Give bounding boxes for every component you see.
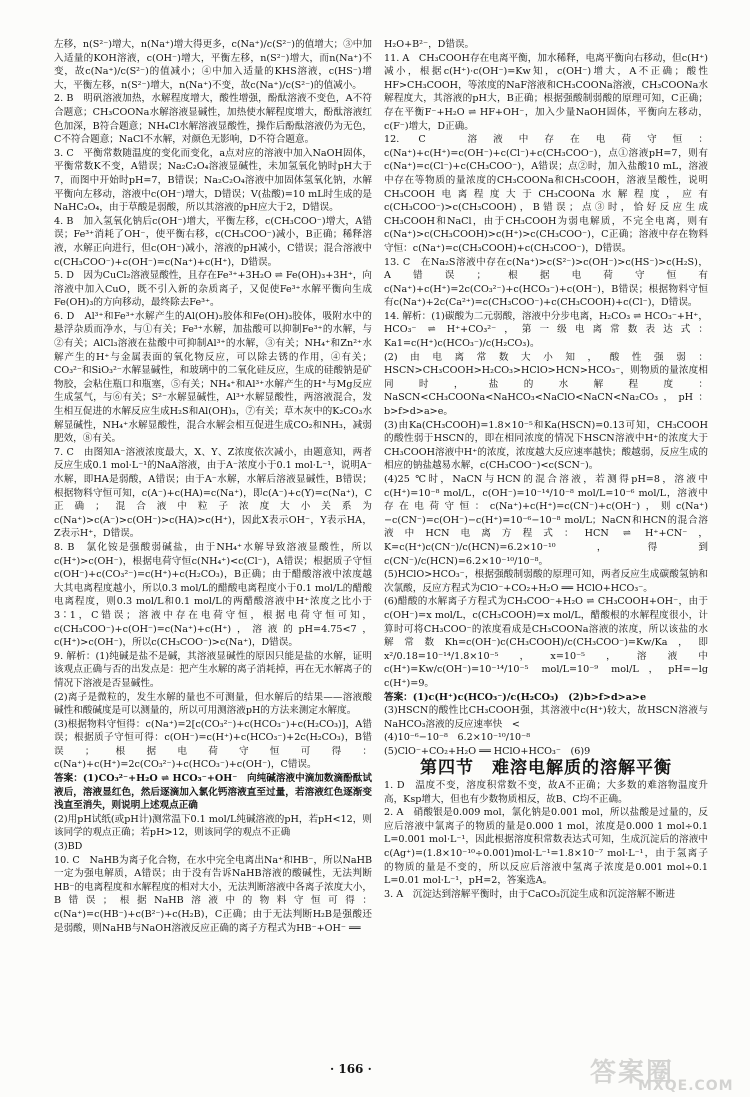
paragraph: (3)HSCN的酸性比CH₃COOH强，其溶液中c(H⁺)较大，故HSCN溶液与NaHCO₃溶液的反应速率快 < bbox=[384, 705, 708, 730]
paragraph: (4)10⁻⁶−10⁻⁸ 6.2×10⁻¹⁰/10⁻⁸ bbox=[384, 732, 531, 744]
paragraph: H₂O+B²⁻，D错误。 bbox=[384, 39, 475, 50]
paragraph: 5. D 因为CuCl₂溶液显酸性，且存在Fe³⁺+3H₂O ⇌ Fe(OH)₃+3H⁺，向溶液中加入CuO，既不引入新的杂质离子，又促使Fe³⁺水解平衡向生成Fe(OH)₃的方向移动，最终除去Fe³⁺。 bbox=[54, 270, 373, 309]
watermark-url: MXQE.COM bbox=[638, 1078, 734, 1094]
paragraph: 8. B 氯化铵是强酸弱碱盐，由于NH₄⁺水解导致溶液显酸性，所以c(H⁺)>c(OH⁻)，根据电荷守恒c(NH₄⁺)<c(Cl⁻)，A错误；根据质子守恒c(OH⁻)+c(CO₃²⁻)=c(H⁺)+c(H₂CO₃)，B正确；由于醋酸溶液中浓度越大其电离程度越小，所以0.3 mol/L的醋酸电离程度小于0.1 mol/L的醋酸电离程度，则0.3 mol/L和0.1 mol/L的两醋酸溶液中H⁺浓度之比小于3∶1，C错误；溶液中存在电荷守恒，根据电荷守恒可知，c(CH₃COO⁻)+c(OH⁻)=c(Na⁺)+c(H⁺)，溶液的pH=4.75<7，c(H⁺)>c(OH⁻)，所以c(CH₃COO⁻)>c(Na⁺)，D错误。 bbox=[54, 541, 372, 649]
right-column bbox=[384, 38, 708, 901]
paragraph: (3)由Ka(CH₃COOH)=1.8×10⁻⁵和Ka(HSCN)=0.13可知，CH₃COOH的酸性弱于HSCN的，即在相同浓度的情况下HSCN溶液中H⁺的浓度大于CH₃COOH溶液中H⁺的浓度，浓度越大反应速率越快；酸越弱，反应生成的相应的钠盐越易水解，c(CH₃COO⁻)<c(SCN⁻)。 bbox=[384, 419, 708, 472]
paragraph: 10. C NaHB为离子化合物，在水中完全电离出Na⁺和HB⁻，所以NaHB一定为强电解质，A错误；由于没有告诉NaHB溶液的酸碱性，无法判断HB⁻的电离程度和水解程度的相对大小，无法判断溶液中各离子浓度大小，B错误；根据NaHB溶液中的物料守恒可得：c(Na⁺)=c(HB⁻)+c(B²⁻)+c(H₂B)，C正确；由于无法判断H₂B是强酸还是弱酸，则NaHB与NaOH溶液反应正确的离子方程式为HB⁻+OH⁻ ══ bbox=[54, 854, 372, 934]
paragraph: (2)离子是微粒的，发生水解的量也不可测量，但水解后的结果——溶液酸碱性和酸碱度是可以测量的，所以可用测溶液pH的方法来测定水解度。 bbox=[54, 691, 372, 717]
paragraph: 3. C 平衡常数随温度的变化而变化，a点对应的溶液中加入NaOH固体，平衡常数K不变，A错误；Na₂C₂O₄溶液显碱性，未加氢氧化钠时pH大于7，而图中开始时pH=7，B错误；Na₂C₂O₄溶液中加固体氢氧化钠，水解平衡向左移动，溶液中c(OH⁻)增大，D错误；V(盐酸)=10 mL时生成的是NaHC₂O₄，由于草酸是弱酸，所以其溶液的pH应大于2，D错误。 bbox=[54, 147, 372, 214]
watermark-text: 答案圈 bbox=[590, 1058, 675, 1088]
paragraph: (3)根据物料守恒得：c(Na⁺)=2[c(CO₃²⁻)+c(HCO₃⁻)+c(H₂CO₃)]，A错误；根据质子守恒可得：c(OH⁻)=c(H⁺)+c(HCO₃⁻)+2c(H₂CO₃)，B错误；根据电荷守恒可得：c(Na⁺)+c(H⁺)=2c(CO₃²⁻)+c(HCO₃⁻)+c(OH⁻)，C错误。 bbox=[54, 718, 372, 771]
paragraph: 7. C 由图知A⁻溶液浓度最大，X、Y、Z浓度依次减小，由题意知，两者反应生成0.1 mol·L⁻¹的NaA溶液，由于A⁻浓度小于0.1 mol·L⁻¹，说明A⁻水解，即HA是弱酸，A错误；由于A⁻水解，水解后溶液显碱性，B错误；根据物料守恒可知，c(A⁻)+c(HA)=c(Na⁺)，即c(A⁻)+c(Y)=c(Na⁺)，C正确；混合液中粒子浓度大小关系为c(Na⁺)>c(A⁻)>c(OH⁻)>c(HA)>c(H⁺)，因此X表示OH⁻，Y表示HA，Z表示H⁺，D错误。 bbox=[54, 446, 372, 540]
paragraph: (4)25 ℃时，NaCN与HCN的混合溶液，若测得pH=8，溶液中c(H⁺)=10⁻⁸ mol/L，c(OH⁻)=10⁻¹⁴/10⁻⁸ mol/L=10⁻⁶ mol/L，溶液中存在电荷守恒：c(Na⁺)+c(H⁺)=c(CN⁻)+c(OH⁻)，则c(Na⁺)−c(CN⁻)=c(OH⁻)−c(H⁺)=10⁻⁶−10⁻⁸ mol/L；NaCN和HCN的混合溶液中HCN电离方程式：HCN ⇌ H⁺+CN⁻，K=c(H⁺)c(CN⁻)/c(HCN)=6.2×10⁻¹⁰，得到c(CN⁻)/c(HCN)=6.2×10⁻¹⁰/10⁻⁸。 bbox=[384, 474, 708, 567]
answer-paragraph: 答案：(1)CO₃²⁻+H₂O ⇌ HCO₃⁻+OH⁻ 向纯碱溶液中滴加数滴酚酞试液后，溶液显红色，然后逐滴加入氯化钙溶液直至过量，若溶液红色逐渐变浅直至消失，则说明上述观点正确 bbox=[54, 773, 372, 812]
watermark-logo bbox=[590, 1052, 740, 1092]
section-title: 第四节 难溶电解质的溶解平衡 bbox=[420, 758, 672, 779]
paragraph: 11. A CH₃COOH存在电离平衡，加水稀释，电离平衡向右移动，但c(H⁺)减小，根据c(H⁺)·c(OH⁻)=Kw知，c(OH⁻)增大，A不正确；酸性HF>CH₃COOH，等浓度的NaF溶液和CH₃COONa溶液，CH₃COONa水解程度大，其溶液的pH大，B正确；根据强酸制弱酸的原理可知，C正确；存在平衡F⁻+H₂O ⇌ HF+OH⁻，加入少量NaOH固体，平衡向左移动，c(F⁻)增大，D正确。 bbox=[384, 52, 708, 132]
paragraph: 3. A 沉淀达到溶解平衡时，由于CaCO₃沉淀生成和沉淀溶解不断进 bbox=[384, 888, 676, 900]
paragraph: 4. B 加入氢氧化钠后c(OH⁻)增大，平衡左移，c(CH₃COO⁻)增大，A错误；Fe³⁺消耗了OH⁻，使平衡右移，c(CH₃COO⁻)减小，B正确；稀释溶液，水解正向进行，但c(OH⁻)减小，溶液的pH减小，C错误；混合溶液中c(CH₃COO⁻)+c(OH⁻)=c(Na⁺)+c(H⁺)，D错误。 bbox=[54, 215, 372, 268]
paragraph: (3)BD bbox=[54, 841, 83, 853]
left-column bbox=[54, 38, 372, 935]
paragraph: 2. B 明矾溶液加热，水解程度增大，酸性增强，酚酞溶液不变色，A不符合题意；CH₃COONa水解溶液显碱性，加热使水解程度增大，酚酞溶液红色加深，B符合题意；NH₄Cl水解溶液显酸性，操作后酚酞溶液仍为无色，C不符合题意；NaCl不水解，对颜色无影响，D不符合题意。 bbox=[54, 93, 372, 146]
paragraph: 12. C 溶液中存在电荷守恒：c(Na⁺)+c(H⁺)=c(OH⁻)+c(Cl⁻)+c(CH₃COO⁻)，点①溶液pH=7，则有c(Na⁺)=c(Cl⁻)+c(CH₃COO⁻)，A错误；点②时，加入盐酸10 mL，溶液中存在等物质的量浓度的CH₃COONa和CH₃COOH，溶液呈酸性，说明CH₃COOH电离程度大于CH₃COONa水解程度，应有c(CH₃COO⁻)>c(CH₃COOH)，B错误；点③时，恰好反应生成CH₃COOH和NaCl，由于CH₃COOH为弱电解质，不完全电离，则有c(Na⁺)>c(CH₃COOH)>c(H⁺)>c(CH₃COO⁻)，C正确；溶液中存在物料守恒：c(Na⁺)=c(CH₃COOH)+c(CH₃COO⁻)，D错误。 bbox=[384, 134, 708, 254]
paragraph: 9. 解析：(1)纯碱是盐不是碱，其溶液显碱性的原因只能是盐的水解，证明该观点正确与否的出发点是：把产生水解的离子消耗掉，再在无水解离子的情况下溶液是否显碱性。 bbox=[54, 650, 372, 689]
paragraph: 6. D Al³⁺和Fe³⁺水解产生的Al(OH)₃胶体和Fe(OH)₃胶体，吸附水中的悬浮杂质而净水，与①有关；Fe³⁺水解，加盐酸可以抑制Fe³⁺的水解，与②有关；AlCl₃溶液在盐酸中可抑制Al³⁺的水解，③有关；NH₄⁺和Zn²⁺水解产生的H⁺与金属表面的氧化物反应，可以除去锈的作用，④有关；CO₃²⁻和SiO₃²⁻水解显碱性，和玻璃中的二氧化硅反应，生成的硅酸钠是矿物胶，会粘住瓶口和瓶塞，⑤有关；NH₄⁺和Al³⁺水解产生的H⁺与Mg反应生成氢气，与⑥有关；S²⁻水解显碱性，Al³⁺水解显酸性，两溶液混合，发生相互促进的水解反应生成H₂S和Al(OH)₃，⑦有关；草木灰中的K₂CO₃水解显碱性，NH₄⁺水解显酸性，混合水解会相互促进生成CO₂和NH₃，减弱肥效，⑧有关。 bbox=[54, 310, 372, 445]
paragraph: (2)用pH试纸(或pH计)测常温下0.1 mol/L纯碱溶液的pH，若pH<12，则该同学的观点正确；若pH>12，则该同学的观点不正确 bbox=[54, 813, 372, 839]
page-number: · 166 · bbox=[330, 1062, 372, 1076]
paragraph: 1. D 温度不变，溶度积常数不变，故A不正确；大多数的难溶物温度升高，Ksp增大，但也有少数物质相反，故B、C均不正确。 bbox=[384, 780, 708, 805]
paragraph: 左移，n(S²⁻)增大，n(Na⁺)增大得更多，c(Na⁺)/c(S²⁻)的值增大；③中加入适量的KOH溶液，c(OH⁻)增大，平衡左移，n(S²⁻)增大，而n(Na⁺)不变，故c(Na⁺)/c(S²⁻)的值减小；④中加入适量的KHS溶液，c(HS⁻)增大，平衡左移，n(S²⁻)增大，n(Na⁺)不变，故c(Na⁺)/c(S²⁻)的值减小。 bbox=[54, 39, 372, 91]
paragraph: (2)由电离常数大小知，酸性强弱：HSCN>CH₃COOH>H₂CO₃>HClO>HCN>HCO₃⁻，则物质的量浓度相同时，盐的水解程度：NaSCN<CH₃COONa<NaHCO₃<NaClO<NaCN<Na₂CO₃，pH：b>f>d>a>e。 bbox=[384, 351, 708, 418]
paragraph: (6)醋酸的水解离子方程式为CH₃COO⁻+H₂O ⇌ CH₃COOH+OH⁻，由于c(OH⁻)=x mol/L，c(CH₃COOH)=x mol/L，醋酸根的水解程度很小，计算时可将CH₃COO⁻的浓度看成是CH₃COONa溶液的浓度，所以该盐的水解常数Kh=c(OH⁻)c(CH₃COOH)/c(CH₃COO⁻)=Kw/Ka，即x²/0.18=10⁻¹⁴/1.8×10⁻⁵，x=10⁻⁵，溶液中c(H⁺)=Kw/c(OH⁻)=10⁻¹⁴/10⁻⁵ mol/L=10⁻⁹ mol/L，pH=−lg c(H⁺)=9。 bbox=[384, 596, 708, 689]
answer-paragraph: 答案：(1)c(H⁺)c(HCO₃⁻)/c(H₂CO₃) (2)b>f>d>a>e bbox=[384, 691, 647, 703]
paragraph: 13. C 在Na₂S溶液中存在c(Na⁺)>c(S²⁻)>c(OH⁻)>c(HS⁻)>c(H₂S)，A错误；根据电荷守恒有c(Na⁺)+c(H⁺)=2c(CO₃²⁻)+c(HCO₃⁻)+c(OH⁻)，B错误；根据物料守恒有c(Na⁺)+2c(Ca²⁺)=c(CH₃COO⁻)+c(CH₃COOH)+c(Cl⁻)，D错误。 bbox=[384, 256, 708, 309]
paragraph: (5)ClO⁻+CO₂+H₂O ══ HClO+HCO₃⁻ (6)9 bbox=[384, 745, 591, 757]
paragraph: (5)HClO>HCO₃⁻，根据强酸制弱酸的原理可知，两者反应生成碳酸氢钠和次氯酸，反应方程式为ClO⁻+CO₂+H₂O ══ HClO+HCO₃⁻。 bbox=[384, 569, 708, 594]
paragraph: 14. 解析：(1)碳酸为二元弱酸，溶液中分步电离，H₂CO₃ ⇌ HCO₃⁻+H⁺，HCO₃⁻ ⇌ H⁺+CO₃²⁻，第一级电离常数表达式：Ka1=c(H⁺)c(HCO₃⁻)/c(H₂CO₃)。 bbox=[384, 310, 708, 350]
paragraph: 2. A 硝酸银是0.009 mol，氯化钠是0.001 mol，所以盐酸是过量的，反应后溶液中氯离子的物质的量是0.000 1 mol，浓度是0.000 1 mol÷0.1 L=0.001 mol·L⁻¹，因此根据溶度积常数表达式可知，生成沉淀后的溶液中c(Ag⁺)=(1.8×10⁻¹⁰÷0.001)mol·L⁻¹=1.8×10⁻⁷ mol·L⁻¹，由于氢离子的物质的量是不变的，所以反应后溶液中氢离子浓度是0.001 mol÷0.1 L=0.01 mol·L⁻¹，pH=2，答案选A。 bbox=[384, 807, 708, 887]
